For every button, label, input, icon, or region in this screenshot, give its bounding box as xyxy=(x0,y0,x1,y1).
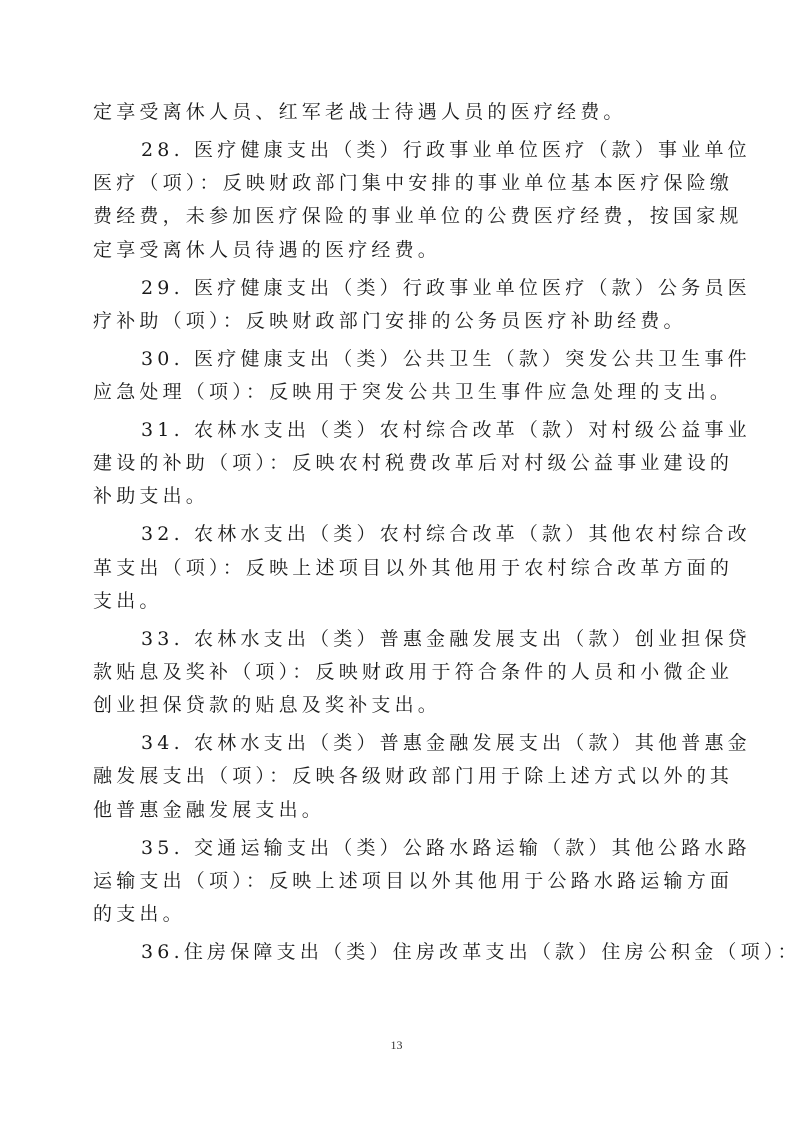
text-line: 应急处理（项）：反映用于突发公共卫生事件应急处理的支出。 xyxy=(93,381,734,403)
item-heading-line: 36.住房保障支出（类）住房改革支出（款）住房公积金（项）： xyxy=(141,941,801,963)
text-line: 创业担保贷款的贴息及奖补支出。 xyxy=(93,694,442,716)
text-line: 支出。 xyxy=(93,590,163,612)
text-line: 运输支出（项）：反映上述项目以外其他用于公路水路运输方面 xyxy=(93,870,734,892)
text-line: 款贴息及奖补（项）：反映财政用于符合条件的人员和小微企业 xyxy=(93,661,734,683)
text-line: 的支出。 xyxy=(93,903,186,925)
item-heading-line: 31. 农林水支出（类）农村综合改革（款）对村级公益事业 xyxy=(141,419,751,441)
text-line: 融发展支出（项）：反映各级财政部门用于除上述方式以外的其 xyxy=(93,765,734,787)
item-heading-line: 30. 医疗健康支出（类）公共卫生（款）突发公共卫生事件 xyxy=(141,348,751,370)
text-line: 定享受离休人员待遇的医疗经费。 xyxy=(93,239,442,261)
item-heading-line: 29. 医疗健康支出（类）行政事业单位医疗（款）公务员医 xyxy=(141,277,751,299)
item-heading-line: 32. 农林水支出（类）农村综合改革（款）其他农村综合改 xyxy=(141,523,751,545)
page-number: 13 xyxy=(390,1038,403,1052)
text-line: 补助支出。 xyxy=(93,485,210,507)
item-heading-line: 28. 医疗健康支出（类）行政事业单位医疗（款）事业单位 xyxy=(141,139,751,161)
text-line: 定享受离休人员、红军老战士待遇人员的医疗经费。 xyxy=(93,101,627,123)
item-heading-line: 33. 农林水支出（类）普惠金融发展支出（款）创业担保贷 xyxy=(141,628,751,650)
text-line: 疗补助（项）：反映财政部门安排的公务员医疗补助经费。 xyxy=(93,310,687,332)
text-line: 他普惠金融发展支出。 xyxy=(93,799,326,821)
text-line: 建设的补助（项）：反映农村税费改革后对村级公益事业建设的 xyxy=(93,452,734,474)
item-heading-line: 35. 交通运输支出（类）公路水路运输（款）其他公路水路 xyxy=(141,837,751,859)
text-line: 费经费，未参加医疗保险的事业单位的公费医疗经费，按国家规 xyxy=(93,205,743,227)
text-line: 革支出（项）：反映上述项目以外其他用于农村综合改革方面的 xyxy=(93,557,734,579)
text-line: 医疗（项）：反映财政部门集中安排的事业单位基本医疗保险缴 xyxy=(93,172,734,194)
item-heading-line: 34. 农林水支出（类）普惠金融发展支出（款）其他普惠金 xyxy=(141,732,751,754)
